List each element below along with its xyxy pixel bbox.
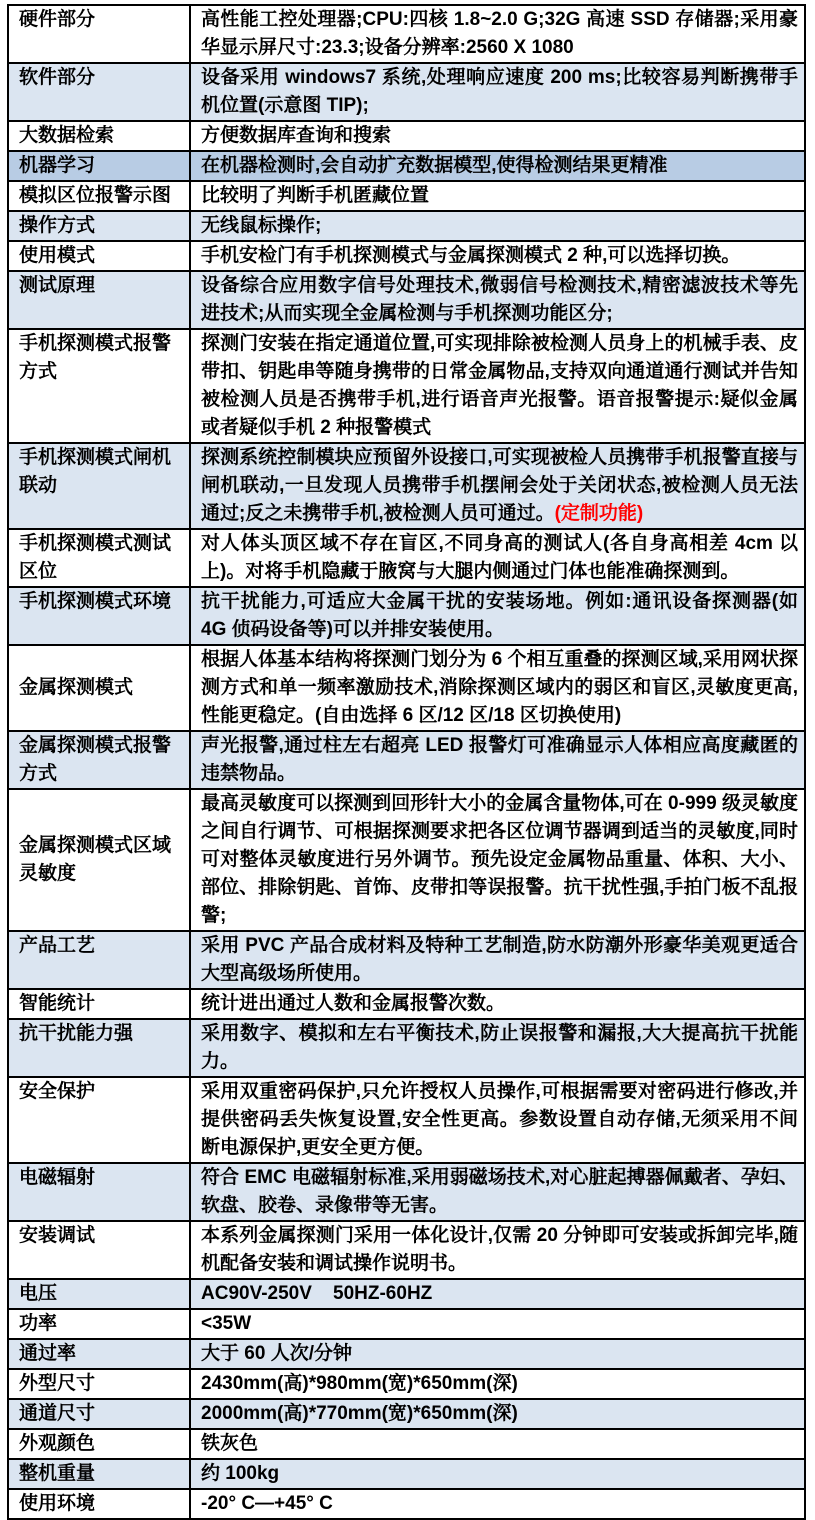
spec-value-text: AC90V-250V 50HZ-60HZ — [201, 1283, 433, 1304]
table-row — [9, 330, 804, 444]
spec-label: 功率 — [9, 1310, 191, 1338]
spec-label: 通道尺寸 — [9, 1400, 191, 1428]
spec-label: 智能统计 — [9, 990, 191, 1018]
spec-value — [191, 530, 804, 586]
table-row — [9, 1222, 804, 1280]
spec-label: 操作方式 — [9, 212, 191, 240]
spec-value-text: 2000mm(高)*770mm(宽)*650mm(深) — [201, 1403, 518, 1424]
spec-value-text: 探测系统控制模块应预留外设接口,可实现被检人员携带手机报警直接与闸机联动,一旦发现人员携带手机摆闸会处于关闭状态,被检测人员无法通过;反之未携带手机,被检测人员可通过。 — [201, 447, 798, 524]
table-row — [9, 530, 804, 588]
table-row — [9, 1400, 804, 1430]
spec-value — [191, 1340, 804, 1368]
spec-label: 电压 — [9, 1280, 191, 1308]
spec-value — [191, 1310, 804, 1338]
custom-feature-note: (定制功能) — [554, 503, 644, 524]
spec-value — [191, 588, 804, 644]
spec-value-text: 设备采用 windows7 系统,处理响应速度 200 ms;比较容易判断携带手机位置(示意图 TIP); — [201, 67, 798, 116]
spec-label: 整机重量 — [9, 1460, 191, 1488]
spec-label: 模拟区位报警示图 — [9, 182, 191, 210]
spec-label: 使用模式 — [9, 242, 191, 270]
spec-label: 安全保护 — [9, 1078, 191, 1162]
table-row — [9, 646, 804, 732]
spec-label: 机器学习 — [9, 152, 191, 180]
spec-value — [191, 122, 804, 150]
spec-value — [191, 1400, 804, 1428]
spec-value-text: 2430mm(高)*980mm(宽)*650mm(深) — [201, 1373, 518, 1394]
spec-value — [191, 790, 804, 930]
spec-value-text: 方便数据库查询和搜索 — [201, 125, 392, 146]
spec-value — [191, 990, 804, 1018]
spec-value-text: <35W — [201, 1313, 252, 1334]
spec-value-text: 高性能工控处理器;CPU:四核 1.8~2.0 G;32G 高速 SSD 存储器;采用豪华显示屏尺寸:23.3;设备分辨率:2560 X 1080 — [201, 9, 798, 58]
spec-value — [191, 932, 804, 988]
spec-label: 产品工艺 — [9, 932, 191, 988]
spec-value-text: 设备综合应用数字信号处理技术,微弱信号检测技术,精密滤波技术等先进技术;从而实现全金属检测与手机探测功能区分; — [201, 275, 798, 324]
table-row — [9, 1310, 804, 1340]
spec-label: 电磁辐射 — [9, 1164, 191, 1220]
table-row — [9, 1490, 804, 1518]
spec-value-text: 符合 EMC 电磁辐射标准,采用弱磁场技术,对心脏起搏器佩戴者、孕妇、软盘、胶卷、录像带等无害。 — [201, 1167, 798, 1216]
spec-label: 手机探测模式闸机联动 — [9, 444, 191, 528]
spec-value-text: 手机安检门有手机探测模式与金属探测模式 2 种,可以选择切换。 — [201, 245, 741, 266]
spec-value-text: 根据人体基本结构将探测门划分为 6 个相互重叠的探测区域,采用网状探测方式和单一频率激励技术,消除探测区域内的弱区和盲区,灵敏度更高,性能更稳定。(自由选择 6 区/12 区/18 区切换使用) — [201, 649, 798, 726]
spec-value — [191, 1020, 804, 1076]
spec-label: 硬件部分 — [9, 6, 191, 62]
spec-value — [191, 1222, 804, 1278]
spec-value — [191, 152, 804, 180]
spec-value-text: 统计进出通过人数和金属报警次数。 — [201, 993, 506, 1014]
spec-label: 金属探测模式 — [9, 646, 191, 730]
spec-value-text: 无线鼠标操作; — [201, 215, 322, 236]
spec-value — [191, 272, 804, 328]
spec-label: 外型尺寸 — [9, 1370, 191, 1398]
spec-value — [191, 646, 804, 730]
spec-label: 安装调试 — [9, 1222, 191, 1278]
table-row — [9, 1078, 804, 1164]
spec-value — [191, 6, 804, 62]
table-row — [9, 1280, 804, 1310]
spec-value-text: 声光报警,通过柱左右超亮 LED 报警灯可准确显示人体相应高度藏匿的违禁物品。 — [201, 735, 798, 784]
spec-value — [191, 1460, 804, 1488]
spec-label: 大数据检索 — [9, 122, 191, 150]
spec-value-text: 采用 PVC 产品合成材料及特种工艺制造,防水防潮外形豪华美观更适合大型高级场所使用。 — [201, 935, 798, 984]
spec-value-text: 铁灰色 — [201, 1433, 259, 1454]
spec-label: 测试原理 — [9, 272, 191, 328]
table-row — [9, 1460, 804, 1490]
spec-value — [191, 1430, 804, 1458]
spec-value — [191, 212, 804, 240]
table-row — [9, 64, 804, 122]
spec-value-text: 大于 60 人次/分钟 — [201, 1343, 352, 1364]
table-row — [9, 1020, 804, 1078]
spec-value — [191, 182, 804, 210]
spec-value-text: 探测门安装在指定通道位置,可实现排除被检测人员身上的机械手表、皮带扣、钥匙串等随身携带的日常金属物品,支持双向通道通行测试并告知被检测人员是否携带手机,进行语音声光报警。语音报警提示:疑似金属或者疑似手机 2 种报警模式 — [201, 333, 798, 438]
product-spec-table — [7, 4, 806, 1520]
spec-value — [191, 444, 804, 528]
table-row — [9, 122, 804, 152]
spec-value — [191, 1164, 804, 1220]
spec-value-text: 采用双重密码保护,只允许授权人员操作,可根据需要对密码进行修改,并提供密码丢失恢复设置,安全性更高。参数设置自动存储,无须采用不间断电源保护,更安全更方便。 — [201, 1081, 798, 1158]
spec-value-text: 比较明了判断手机匿藏位置 — [201, 185, 430, 206]
spec-value-text: 对人体头顶区域不存在盲区,不同身高的测试人(各自身高相差 4cm 以上)。对将手机隐藏于腋窝与大腿内侧通过门体也能准确探测到。 — [201, 533, 798, 582]
spec-value-text: 约 100kg — [201, 1463, 280, 1484]
spec-value — [191, 1280, 804, 1308]
table-row — [9, 790, 804, 932]
table-row — [9, 1164, 804, 1222]
table-row — [9, 1370, 804, 1400]
spec-value — [191, 330, 804, 442]
spec-value — [191, 1490, 804, 1518]
table-row — [9, 242, 804, 272]
table-row — [9, 932, 804, 990]
spec-value-text: 抗干扰能力,可适应大金属干扰的安装场地。例如:通讯设备探测器(如 4G 侦码设备等)可以并排安装使用。 — [201, 591, 804, 640]
spec-value — [191, 732, 804, 788]
spec-label: 抗干扰能力强 — [9, 1020, 191, 1076]
spec-value — [191, 1370, 804, 1398]
table-row — [9, 444, 804, 530]
spec-value-text: 本系列金属探测门采用一体化设计,仅需 20 分钟即可安装或拆卸完毕,随机配备安装和调试操作说明书。 — [201, 1225, 798, 1274]
table-row — [9, 1430, 804, 1460]
table-row — [9, 152, 804, 182]
table-row — [9, 588, 804, 646]
table-row — [9, 272, 804, 330]
spec-value-text: 采用数字、模拟和左右平衡技术,防止误报警和漏报,大大提高抗干扰能力。 — [201, 1023, 798, 1072]
spec-label: 使用环境 — [9, 1490, 191, 1518]
spec-label: 金属探测模式报警方式 — [9, 732, 191, 788]
spec-label: 软件部分 — [9, 64, 191, 120]
spec-label: 通过率 — [9, 1340, 191, 1368]
spec-label: 金属探测模式区域灵敏度 — [9, 790, 191, 930]
spec-value-text: -20° C—+45° C — [201, 1493, 333, 1514]
spec-value — [191, 242, 804, 270]
spec-label: 外观颜色 — [9, 1430, 191, 1458]
spec-value-text: 在机器检测时,会自动扩充数据模型,使得检测结果更精准 — [201, 155, 668, 176]
table-row — [9, 6, 804, 64]
table-row — [9, 1340, 804, 1370]
spec-label: 手机探测模式环境 — [9, 588, 191, 644]
spec-label: 手机探测模式测试区位 — [9, 530, 191, 586]
table-row — [9, 182, 804, 212]
spec-label: 手机探测模式报警方式 — [9, 330, 191, 442]
table-row — [9, 212, 804, 242]
table-row — [9, 732, 804, 790]
spec-value — [191, 64, 804, 120]
spec-value-text: 最高灵敏度可以探测到回形针大小的金属含量物体,可在 0-999 级灵敏度之间自行调节、可根据探测要求把各区位调节器调到适当的灵敏度,同时可对整体灵敏度进行另外调节。预先设定金属物品重量、体积、大小、部位、排除钥匙、首饰、皮带扣等误报警。抗干扰性强,手拍门板不乱报警; — [201, 793, 798, 926]
table-row — [9, 990, 804, 1020]
spec-value — [191, 1078, 804, 1162]
